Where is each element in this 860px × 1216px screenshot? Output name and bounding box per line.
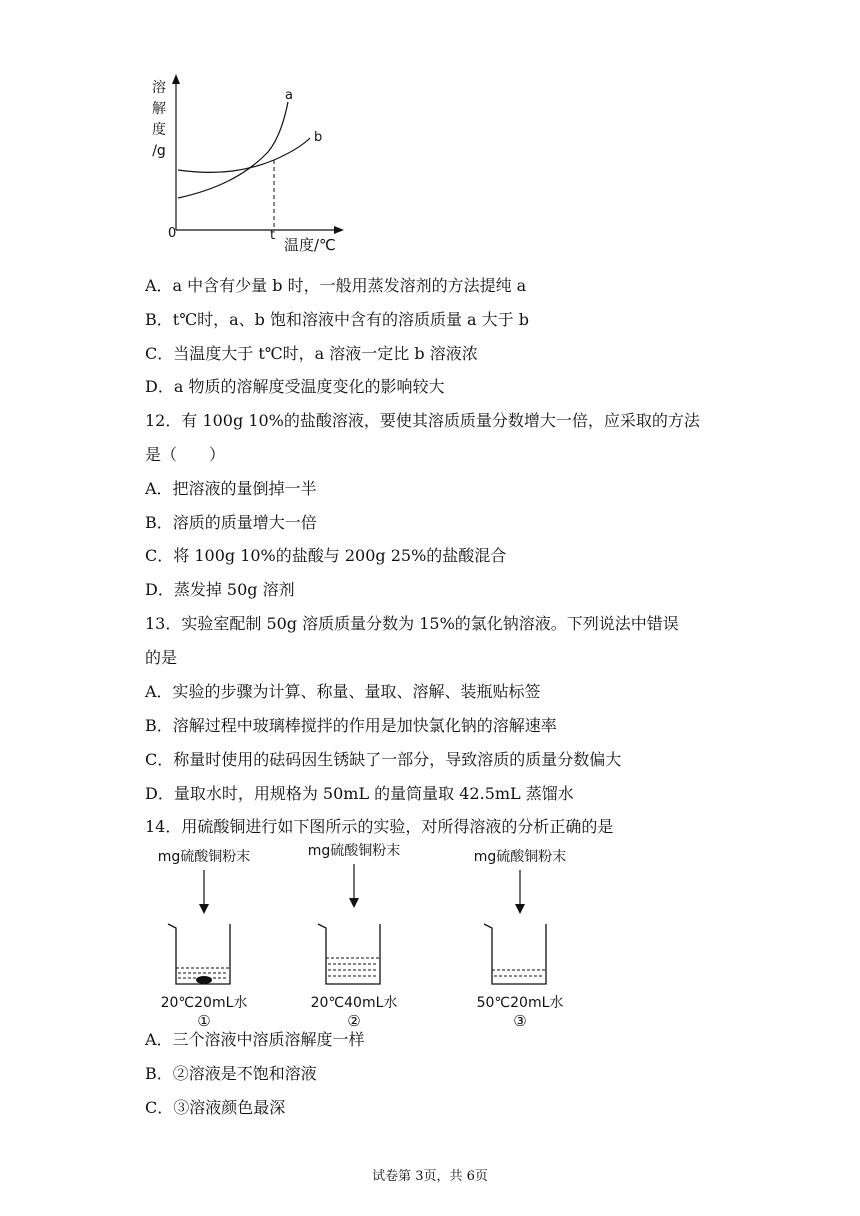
x-axis-label: 温度/℃ bbox=[284, 236, 336, 254]
beaker-2-svg bbox=[296, 860, 412, 988]
q12-stem-line2: 是（ ） bbox=[145, 445, 226, 464]
beaker-number: ① bbox=[197, 1012, 211, 1030]
beaker-top-label: mg硫酸铜粉末 bbox=[157, 849, 251, 865]
undissolved-solid bbox=[196, 976, 212, 984]
y-label-char: 溶 bbox=[152, 80, 166, 96]
q11-option-c: C．当温度大于 t℃时，a 溶液一定比 b 溶液浓 bbox=[145, 344, 478, 363]
beaker-bottom-label: 20℃40mL水 bbox=[310, 995, 398, 1011]
t-label: t bbox=[270, 228, 276, 243]
beaker-experiment-3 bbox=[462, 846, 578, 1030]
y-axis-arrow bbox=[172, 74, 180, 84]
q12-option-d: D．蒸发掉 50g 溶剂 bbox=[145, 580, 295, 599]
q13-option-a: A．实验的步骤为计算、称量、量取、溶解、装瓶贴标签 bbox=[145, 682, 541, 701]
x-axis-arrow bbox=[334, 226, 344, 234]
beaker-top-label: mg硫酸铜粉末 bbox=[473, 849, 567, 865]
beaker-experiment-2 bbox=[296, 840, 412, 1030]
origin-label: 0 bbox=[168, 226, 177, 241]
q12-option-a: A．把溶液的量倒掉一半 bbox=[145, 479, 317, 498]
q13-option-d: D．量取水时，用规格为 50mL 的量筒量取 42.5mL 蒸馏水 bbox=[145, 784, 574, 803]
y-axis-label bbox=[150, 78, 168, 162]
curve-b bbox=[178, 138, 310, 172]
q14-option-c: C．③溶液颜色最深 bbox=[145, 1098, 286, 1117]
q11-option-d: D．a 物质的溶解度受温度变化的影响较大 bbox=[145, 377, 445, 396]
y-label-char: /g bbox=[152, 143, 166, 159]
q11-option-a: A．a 中含有少量 b 时，一般用蒸发溶剂的方法提纯 a bbox=[145, 276, 527, 295]
q13-stem-line2: 的是 bbox=[145, 648, 178, 667]
q14-option-a: A．三个溶液中溶质溶解度一样 bbox=[145, 1030, 365, 1049]
q13-option-b: B．溶解过程中玻璃棒搅拌的作用是加快氯化钠的溶解速率 bbox=[145, 716, 557, 735]
q14-option-b: B．②溶液是不饱和溶液 bbox=[145, 1064, 317, 1083]
q12-option-b: B．溶质的质量增大一倍 bbox=[145, 513, 317, 532]
q11-option-b: B．t℃时，a、b 饱和溶液中含有的溶质质量 a 大于 b bbox=[145, 310, 529, 329]
q13-option-c: C．称量时使用的砝码因生锈缺了一部分，导致溶质的质量分数偏大 bbox=[145, 750, 622, 769]
curve-a bbox=[178, 102, 288, 198]
beaker-number: ③ bbox=[513, 1012, 527, 1030]
beaker-bottom-label: 50℃20mL水 bbox=[476, 995, 564, 1011]
y-label-char: 度 bbox=[152, 122, 166, 138]
curve-a-label: a bbox=[285, 88, 293, 103]
beaker-number: ② bbox=[347, 1012, 361, 1030]
q14-stem: 14．用硫酸铜进行如下图所示的实验，对所得溶液的分析正确的是 bbox=[145, 817, 614, 836]
solubility-graph bbox=[140, 72, 360, 258]
beaker-experiment-1 bbox=[146, 846, 262, 1030]
beaker-top-label: mg硫酸铜粉末 bbox=[307, 843, 401, 859]
q12-option-c: C．将 100g 10%的盐酸与 200g 25%的盐酸混合 bbox=[145, 546, 507, 565]
curve-b-label: b bbox=[314, 130, 323, 145]
beaker-bottom-label: 20℃20mL水 bbox=[160, 995, 248, 1011]
beaker-3-svg bbox=[462, 866, 578, 988]
q12-stem-line1: 12．有 100g 10%的盐酸溶液，要使其溶质质量分数增大一倍，应采取的方法 bbox=[145, 411, 700, 430]
page-footer: 试卷第 3页，共 6页 bbox=[372, 1169, 488, 1184]
beaker-1-svg bbox=[146, 866, 262, 988]
q13-stem-line1: 13．实验室配制 50g 溶质质量分数为 15%的氯化钠溶液。下列说法中错误 bbox=[145, 614, 679, 633]
y-label-char: 解 bbox=[152, 101, 166, 117]
